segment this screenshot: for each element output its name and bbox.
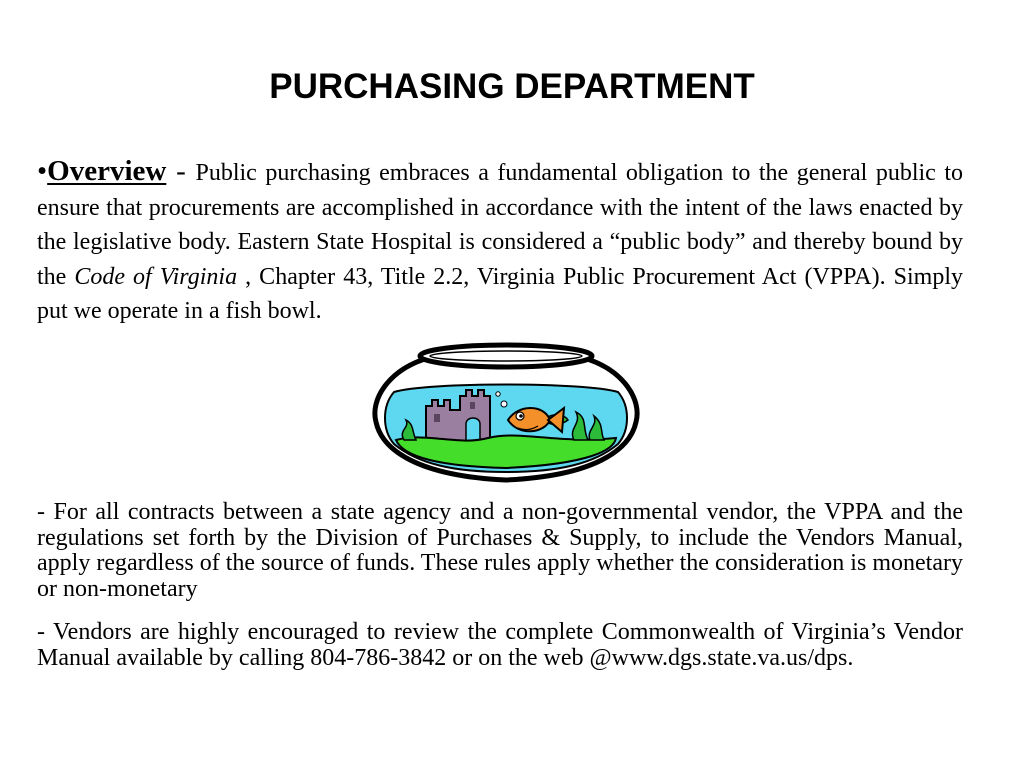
contracts-paragraph: - For all contracts between a state agency and a non-governmental vendor, the VPPA and the regulations set forth by the Division of Purchases & Supply, to include the Vendors Manual, apply regardless of the source of funds. These rules apply whether the consideration is monetary or non-monetary xyxy=(37,499,963,602)
overview-heading: Overview xyxy=(47,155,167,187)
overview-paragraph xyxy=(37,154,963,329)
fishbowl-rim xyxy=(420,345,592,367)
overview-dash: - xyxy=(166,155,196,187)
bubble xyxy=(501,401,507,407)
overview-text-end: , Chapter 43, Title 2.2, Virginia Public Procurement Act (VPPA). Simply put we operate in a fish bowl. xyxy=(37,263,963,324)
bullet-icon: • xyxy=(37,155,48,187)
code-of-virginia-citation: Code of Virginia xyxy=(74,263,238,290)
bubble xyxy=(496,392,500,396)
vendors-paragraph: - Vendors are highly encouraged to review the complete Commonwealth of Virginia’s Vendor Manual available by calling 804-786-3842 or on the web @www.dgs.state.va.us/dps. xyxy=(37,619,963,671)
fishbowl-icon xyxy=(368,340,644,486)
slide-title: PURCHASING DEPARTMENT xyxy=(269,67,755,106)
overview-text: Public purchasing embraces a fundamental obligation to the general public to ensure that procurements are accomplished in accordance with the intent of the laws enacted by the legislative body. Eastern State Hospital is considered a “public body” and thereby bound by the xyxy=(37,160,963,290)
